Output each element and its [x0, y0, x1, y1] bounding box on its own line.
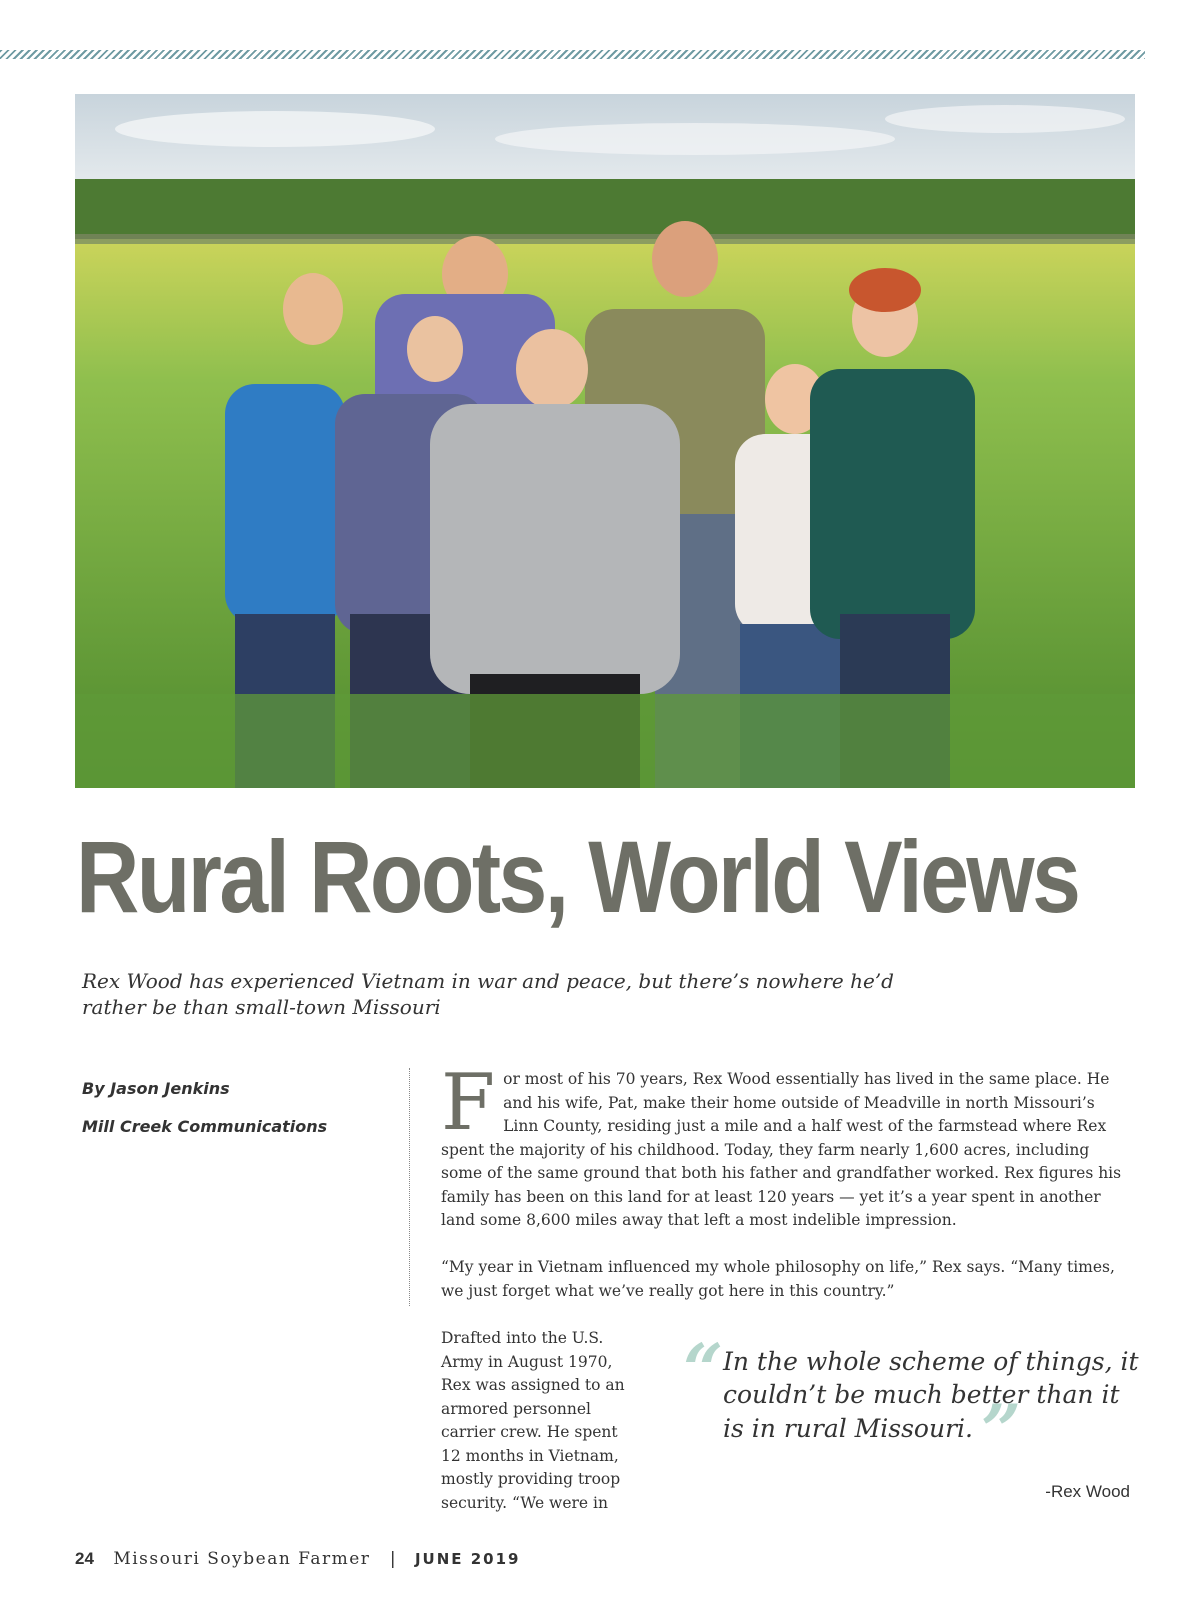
- footer-separator: |: [389, 1549, 396, 1569]
- body-paragraph-2: “My year in Vietnam influenced my whole philosophy on life,” Rex says. “Many times, we just forget what we’ve really got here in this country.”: [441, 1258, 1115, 1300]
- byline: [82, 1070, 327, 1146]
- body-paragraph-1: [441, 1058, 1131, 1233]
- pull-quote-text-block: [683, 1345, 1143, 1472]
- article-headline: Rural Roots, World Views: [76, 820, 1079, 934]
- magazine-title: Missouri Soybean Farmer: [113, 1549, 371, 1569]
- pull-quote-text: In the whole scheme of things, it couldn’t be much better than it is in rural Missouri.: [723, 1347, 1139, 1443]
- family-photo: [75, 94, 1135, 788]
- article-body: [441, 1058, 1131, 1327]
- pull-quote: [683, 1328, 1143, 1472]
- byline-organization: Mill Creek Communications: [82, 1117, 328, 1136]
- byline-author: By Jason Jenkins: [82, 1079, 230, 1098]
- article-deck: Rex Wood has experienced Vietnam in war and peace, but there’s nowhere he’d rather be than small-town Missouri: [82, 969, 894, 1019]
- drop-cap: F: [441, 1058, 496, 1148]
- family-in-wheat-field-illustration: [75, 94, 1135, 788]
- top-decorative-stripe: [0, 50, 1145, 59]
- issue-date: JUNE 2019: [414, 1550, 521, 1568]
- body-paragraph-1-text: or most of his 70 years, Rex Wood essentially has lived in the same place. He and his wife, Pat, make their home outside of Meadville in north Missouri’s Linn County, residing just a mile and a half west of the farmstead where Rex spent the majority of his childhood. Today, they farm nearly 1,600 acres, including some of the same ground that both his father and grandfather worked. Rex figures his family has been on this land for at least 120 years — yet it’s a year spent in another land some 8,600 miles away that left a most indelible impression.: [441, 1070, 1122, 1229]
- open-quote-icon: “: [683, 1328, 724, 1411]
- pull-quote-attribution: -Rex Wood: [1045, 1482, 1130, 1501]
- column-divider: [409, 1068, 410, 1306]
- page-footer: [75, 1546, 521, 1572]
- close-quote-icon: ”: [980, 1389, 1022, 1472]
- page-number: 24: [75, 1549, 94, 1568]
- body-paragraph-3: Drafted into the U.S. Army in August 1970, Rex was assigned to an armored personnel carrier crew. He spent 12 months in Vietnam, mostly providing troop security. “We were in: [441, 1329, 625, 1512]
